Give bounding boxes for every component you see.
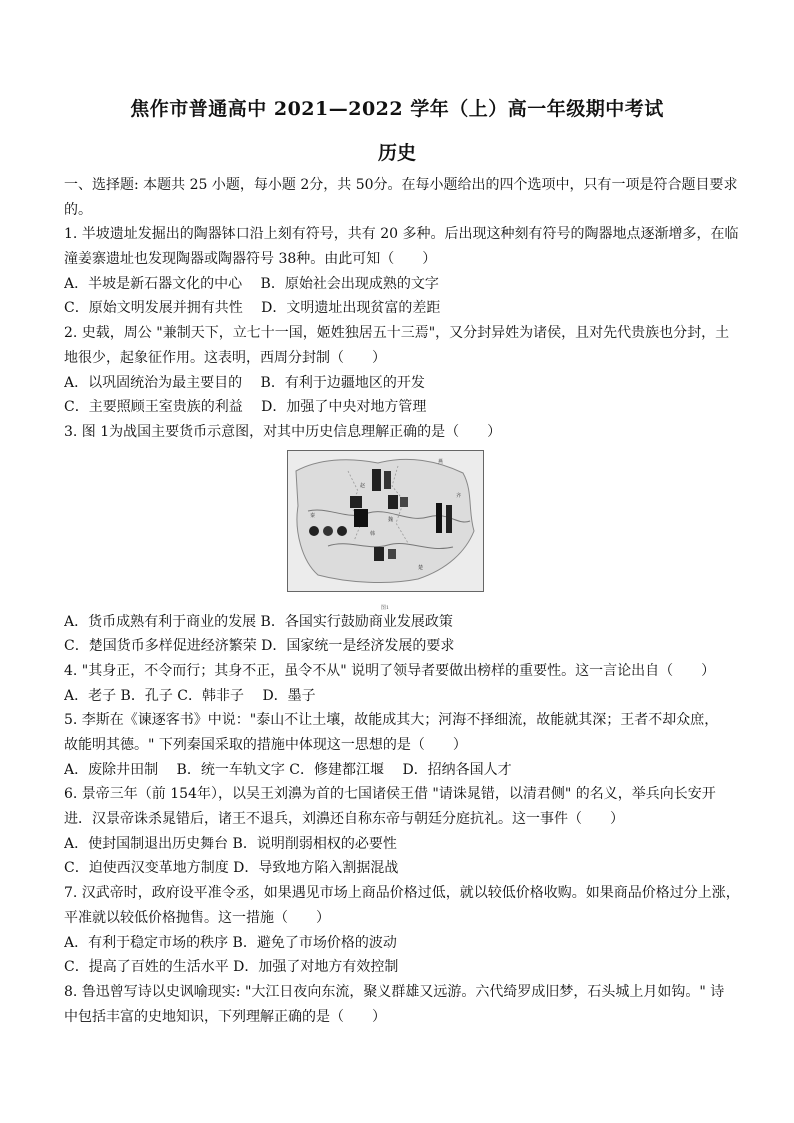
text-line: C．提高了百姓的生活水平 D．加强了对地方有效控制 [64,959,399,976]
text-block-after-figure [64,610,742,1030]
text-line: A．废除井田制 B．统一车轨文字 C．修建都江堰 D．招纳各国人才 [64,761,512,778]
exam-title: 焦作市普通高中 2021—2022 学年（上）高一年级期中考试 [130,98,664,120]
text-line: 潼姜寨遗址也发现陶器或陶器符号 38种。由此可知（ ） [64,251,437,268]
text-line: A．使封国制退出历史舞台 B．说明削弱相权的必要性 [64,835,397,852]
text-line: 4. "其身正，不令而行；其身不正，虽令不从" 说明了领导者要做出榜样的重要性。这一言论出自（ ） [64,662,716,679]
text-line: 3. 图 1为战国主要货币示意图，对其中历史信息理解正确的是（ ） [64,423,502,440]
text-line: 地很少，起象征作用。这表明，西周分封制（ ） [64,349,386,366]
text-line: A．货币成熟有利于商业的发展 B．各国实行鼓励商业发展政策 [64,613,453,630]
map-label: 楚 [418,564,424,571]
map-label: 韩 [370,530,376,537]
text-line: 平准就以较低价格抛售。这一措施（ ） [64,909,330,926]
text-line: 7. 汉武帝时，政府设平准令丞，如果遇见市场上商品价格过低，就以较低价格收购。如果商品价格过分上涨， [64,885,740,902]
warring-states-currency-map [287,450,484,592]
text-line: A．以巩固统治为最主要目的 B．有利于边疆地区的开发 [64,374,425,391]
subject-title: 历史 [377,142,416,164]
text-line: C．主要照顾王室贵族的利益 D．加强了中央对地方管理 [64,399,427,416]
text-line: 5. 李斯在《谏逐客书》中说："泰山不让土壤，故能成其大；河海不择细流，故能就其深；王者不却众庶， [64,712,719,729]
text-line: C．迫使西汉变革地方制度 D．导致地方陷入割据混战 [64,860,399,877]
figure-1 [64,445,742,610]
text-line: 故能明其德。" 下列秦国采取的措施中体现这一思想的是（ ） [64,737,467,753]
exam-content [64,173,742,1029]
text-line: A．半坡是新石器文化的中心 B．原始社会出现成熟的文字 [64,275,439,292]
text-line: 中包括丰富的史地知识，下列理解正确的是（ ） [64,1008,386,1025]
map-label: 赵 [360,482,366,489]
map-label: 秦 [310,512,316,519]
text-line: C．楚国货币多样促进经济繁荣 D．国家统一是经济发展的要求 [64,638,455,655]
text-line: 一、选择题: 本题共 25 小题，每小题 2分，共 50分。在每小题给出的四个选项中，只有一项是符合题目要求 [64,177,738,193]
text-line: A．老子 B．孔子 C．韩非子 D．墨子 [64,687,316,704]
text-line: 6. 景帝三年（前 154年），以吴王刘濞为首的七国诸侯王借 "请诛晁错，以清君侧" 的名义，举兵向长安开 [64,786,716,803]
text-line: C．原始文明发展并拥有共性 D．文明遗址出现贫富的差距 [64,300,441,317]
text-block-before-figure [64,173,742,445]
map-label: 燕 [438,458,444,465]
map-label: 齐 [456,492,462,499]
text-line: 进．汉景帝诛杀晁错后，诸王不退兵，刘濞还自称东帝与朝廷分庭抗礼。这一事件（ ） [64,811,624,828]
text-line: 2. 史载，周公 "兼制天下，立七十一国，姬姓独居五十三焉"，又分封异姓为诸侯，且对先代贵族也分封，土 [64,325,730,342]
text-line: 1. 半坡遗址发掘出的陶器钵口沿上刻有符号，共有 20 多种。后出现这种刻有符号的陶器地点逐渐增多，在临 [64,226,739,243]
text-line: A．有利于稳定市场的秩序 B．避免了市场价格的波动 [64,934,397,951]
map-label: 魏 [388,516,394,523]
figure-caption: 图1 [380,604,390,611]
map-illustration [288,451,483,591]
text-line: 的。 [64,201,92,218]
text-line: 8. 鲁迅曾写诗以史讽喻现实: "大江日夜向东流，聚义群雄又远游。六代绮罗成旧梦，石头城上月如钩。" 诗 [64,983,725,1000]
